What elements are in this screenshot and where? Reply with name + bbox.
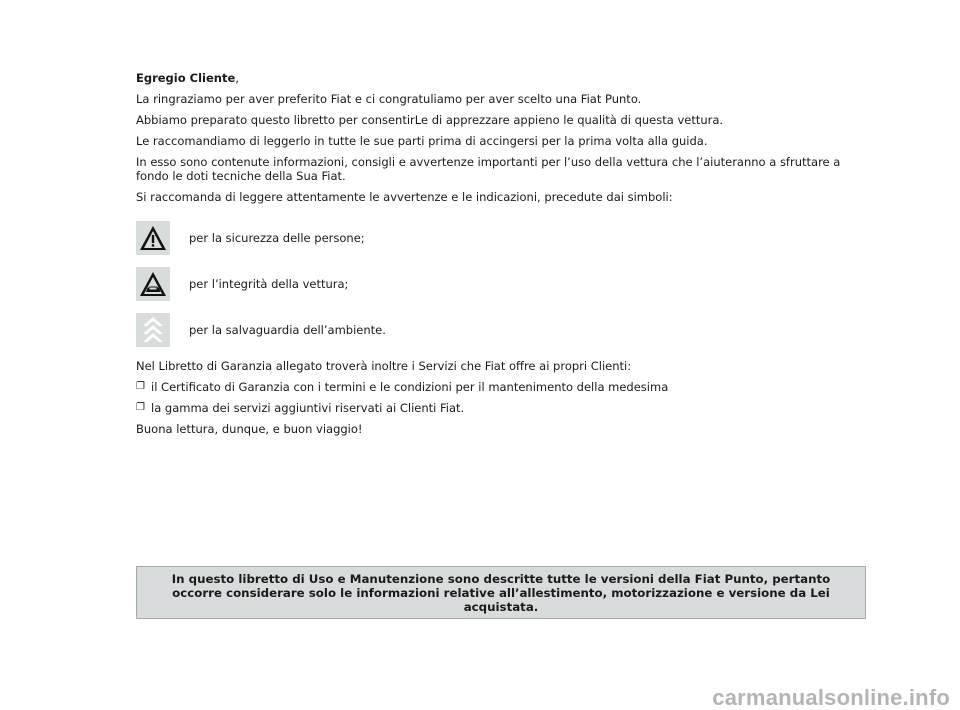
list-item <box>136 380 870 394</box>
symbol-text: per la sicurezza delle persone; <box>189 231 365 245</box>
symbol-row-environment <box>136 313 870 347</box>
list-item <box>136 401 870 415</box>
list-item-text: il Certificato di Garanzia con i termini e le condizioni per il mantenimento della medesima <box>151 380 669 394</box>
environment-tree-icon <box>136 313 170 347</box>
warning-triangle-icon <box>136 221 170 255</box>
greeting-punct: , <box>235 71 239 85</box>
paragraph: Le raccomandiamo di leggerlo in tutte le sue parti prima di accingersi per la prima volta alla guida. <box>136 134 708 148</box>
closing-line: Buona lettura, dunque, e buon viaggio! <box>136 422 363 436</box>
paragraph: La ringraziamo per aver preferito Fiat e ci congratuliamo per aver scelto una Fiat Punto. <box>136 92 642 106</box>
paragraph: Si raccomanda di leggere attentamente le avvertenze e le indicazioni, precedute dai simboli: <box>136 190 673 204</box>
list-item-text: la gamma dei servizi aggiuntivi riservati ai Clienti Fiat. <box>151 401 465 415</box>
greeting <box>136 71 870 85</box>
car-warning-icon <box>136 267 170 301</box>
watermark: carmanualsonline.info <box>712 685 950 710</box>
paragraph: In esso sono contenute informazioni, consigli e avvertenze importanti per l’uso della vettura che l’aiuteranno a sfruttare a fondo le doti tecniche della Sua Fiat. <box>136 155 841 183</box>
symbol-row-vehicle <box>136 267 870 301</box>
checkbox-bullet-icon: ❐ <box>136 381 145 392</box>
symbol-text: per l’integrità della vettura; <box>189 277 349 291</box>
paragraph: Abbiamo preparato questo libretto per consentirLe di apprezzare appieno le qualità di questa vettura. <box>136 113 724 127</box>
greeting-name: Egregio Cliente <box>136 71 236 85</box>
symbol-list <box>136 221 870 347</box>
symbol-row-safety <box>136 221 870 255</box>
checkbox-bullet-icon: ❐ <box>136 402 145 413</box>
notice-text: In questo libretto di Uso e Manutenzione sono descritte tutte le versioni della Fiat Punto, pertanto occorre considerare solo le informazioni relative all’allestimento, motorizzazione e versione da Lei acquistata. <box>171 571 831 614</box>
symbol-text: per la salvaguardia dell’ambiente. <box>189 323 386 337</box>
document-body <box>136 71 870 443</box>
paragraph: Nel Libretto di Garanzia allegato troverà inoltre i Servizi che Fiat offre ai propri Clienti: <box>136 359 632 373</box>
notice-box <box>136 566 866 619</box>
